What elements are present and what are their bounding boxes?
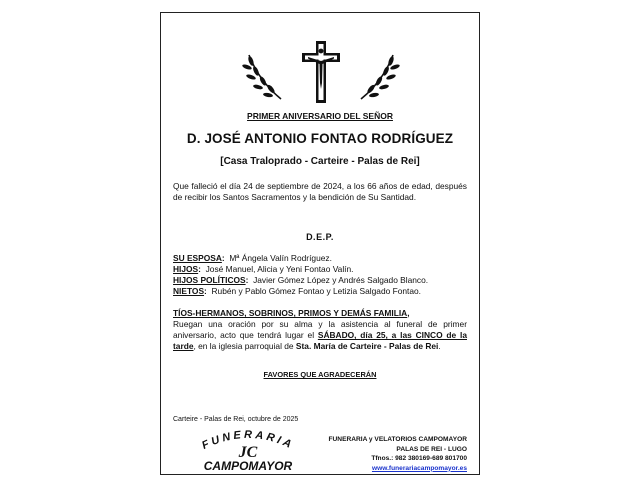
family-names: Rubén y Pablo Gómez Fontao y Letizia Salgado Fontao. [211, 286, 421, 296]
family-names: Mª Ángela Valín Rodríguez. [229, 253, 332, 263]
family-row-in-laws: HIJOS POLÍTICOS: Javier Gómez López y Andrés Salgado Blanco. [173, 275, 429, 285]
death-notice-text: Que falleció el día 24 de septiembre de 2024, a los 66 años de edad, después de recibir los Santos Sacramentos y la bendición de Su Santidad. [173, 181, 467, 202]
anniversary-subtitle: PRIMER ANIVERSARIO DEL SEÑOR [247, 111, 393, 121]
invitation-text-2: , en la iglesia parroquial de [193, 341, 296, 351]
funeral-home-contact [307, 435, 467, 473]
service-datetime: SÁBADO, día 25, a las CINCO de la tarde [173, 330, 467, 351]
family-label: NIETOS [173, 286, 205, 296]
logo-arc-text: FUNERARIA [200, 428, 296, 452]
funeral-invitation: TÍOS-HERMANOS, SOBRINOS, PRIMOS Y DEMÁS FAMILIA, Ruegan una oración por su alma y la asistencia al funeral de primer aniversario, acto que tendrá lugar el SÁBADO, día 25, a las CINCO de la tarde, en la iglesia parroquial de Sta. María de Carteire - Palas de Rei. [173, 308, 467, 351]
crucifix-emblem [241, 41, 401, 103]
funeral-home-name: FUNERARIA y VELATORIOS CAMPOMAYOR [328, 436, 467, 443]
family-names: José Manuel, Alicia y Yeni Fontao Valín. [205, 264, 354, 274]
relatives-label: TÍOS-HERMANOS, SOBRINOS, PRIMOS Y DEMÁS FAMILIA [173, 308, 408, 318]
funeral-home-logo [173, 425, 323, 473]
invitation-end: . [438, 341, 441, 351]
obituary-card [160, 12, 480, 475]
logo-initials: JC [238, 444, 258, 461]
invitation-text-1: Ruegan una oración por su alma y la asistencia al funeral de primer aniversario, acto que tendrá lugar el [173, 319, 467, 340]
funeral-home-website-link[interactable]: www.funerariacampomayor.es [371, 464, 467, 472]
family-label: SU ESPOSA [173, 253, 222, 263]
funeral-home-phones: Tfnos.: 982 380169-689 801700 [371, 455, 467, 462]
date-line: Carteire - Palas de Rei, octubre de 2025 [173, 416, 299, 423]
funeral-home-city: PALAS DE REI - LUGO [396, 445, 467, 453]
family-row-children: HIJOS: José Manuel, Alicia y Yeni Fontao Valín. [173, 264, 354, 274]
crucifix-icon [302, 41, 340, 103]
service-place: Sta. María de Carteire - Palas de Rei [295, 341, 439, 351]
family-label: HIJOS POLÍTICOS [173, 275, 246, 285]
laurel-branch-right-icon [361, 55, 400, 99]
family-row-grandchildren: NIETOS: Rubén y Pablo Gómez Fontao y Letizia Salgado Fontao. [173, 286, 421, 296]
thanks-line: FAVORES QUE AGRADECERÁN [263, 370, 377, 379]
laurel-branch-left-icon [242, 55, 281, 99]
family-label: HIJOS [173, 264, 199, 274]
family-list [173, 253, 467, 297]
logo-name: CAMPOMAYOR [203, 459, 293, 473]
deceased-name: D. JOSÉ ANTONIO FONTAO RODRÍGUEZ [186, 131, 454, 146]
family-row-spouse: SU ESPOSA: Mª Ángela Valín Rodríguez. [173, 253, 332, 263]
house-location: [Casa Traloprado - Carteire - Palas de Rei] [220, 156, 420, 167]
rip-label: D.E.P. [306, 232, 334, 242]
family-names: Javier Gómez López y Andrés Salgado Blanco. [253, 275, 429, 285]
